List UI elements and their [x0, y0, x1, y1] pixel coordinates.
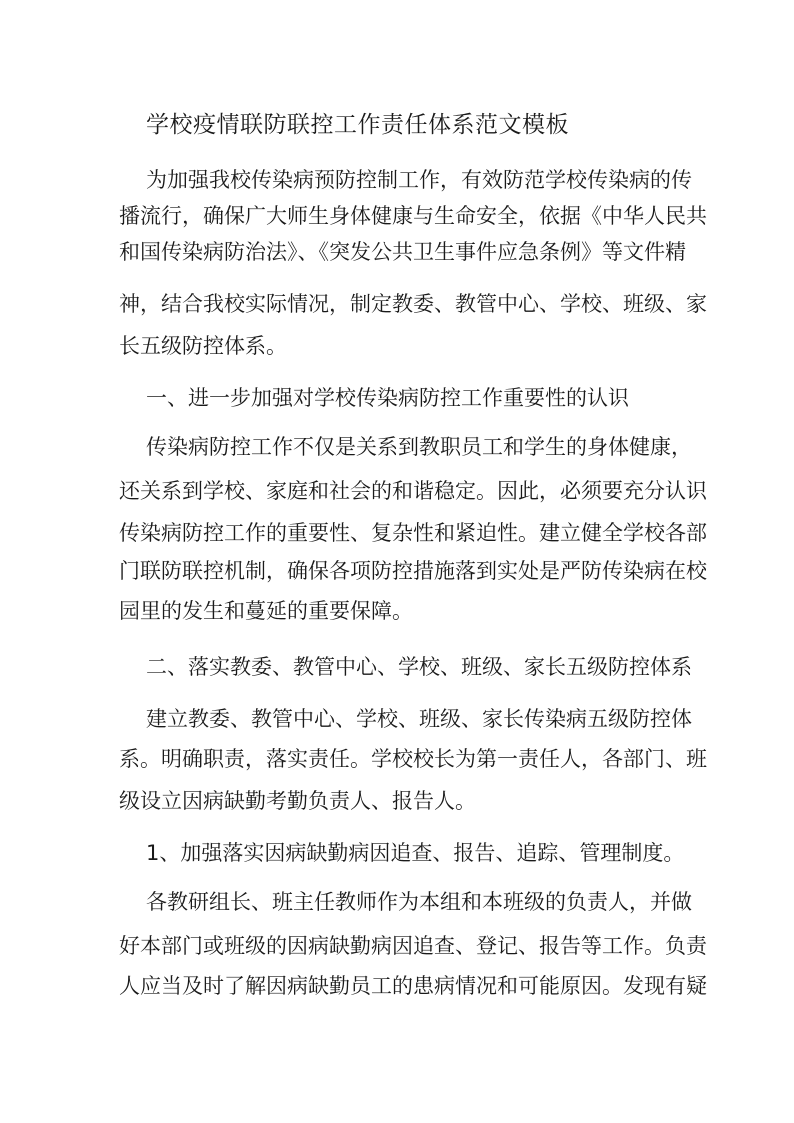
section-heading: 1、加强落实因病缺勤病因追查、报告、追踪、管理制度。 — [146, 841, 685, 865]
paragraph-line: 神，结合我校实际情况，制定教委、教管中心、学校、班级、家 — [119, 292, 707, 316]
paragraph-line: 门联防联控机制，确保各项防控措施落到实处是严防传染病在校 — [119, 559, 707, 583]
paragraph-line: 传染病防控工作的重要性、复杂性和紧迫性。建立健全学校各部 — [119, 521, 707, 545]
paragraph-line: 系。明确职责，落实责任。学校校长为第一责任人，各部门、班 — [119, 747, 707, 771]
paragraph-line: 为加强我校传染病预防控制工作，有效防范学校传染病的传 — [146, 168, 692, 192]
paragraph-line: 各教研组长、班主任教师作为本组和本班级的负责人，并做 — [146, 890, 692, 914]
paragraph-line: 和国传染病防治法》、《突发公共卫生事件应急条例》等文件精 — [119, 240, 686, 264]
document-title: 学校疫情联防联控工作责任体系范文模板 — [146, 112, 569, 138]
paragraph-line: 人应当及时了解因病缺勤员工的患病情况和可能原因。发现有疑 — [119, 974, 707, 998]
paragraph-line: 级设立因病缺勤考勤负责人、报告人。 — [119, 789, 476, 813]
paragraph-line: 园里的发生和蔓延的重要保障。 — [119, 599, 413, 623]
paragraph-line: 建立教委、教管中心、学校、班级、家长传染病五级防控体 — [146, 707, 692, 731]
section-heading: 二、落实教委、教管中心、学校、班级、家长五级防控体系 — [146, 655, 692, 679]
paragraph-line: 传染病防控工作不仅是关系到教职员工和学生的身体健康， — [146, 435, 692, 459]
paragraph-line: 好本部门或班级的因病缺勤病因追查、登记、报告等工作。负责 — [119, 934, 707, 958]
paragraph-line: 长五级防控体系。 — [119, 334, 287, 358]
section-heading: 一、进一步加强对学校传染病防控工作重要性的认识 — [146, 386, 629, 410]
paragraph-line: 播流行，确保广大师生身体健康与生命安全，依据《中华人民共 — [119, 204, 707, 228]
paragraph-line: 还关系到学校、家庭和社会的和谐稳定。因此，必须要充分认识 — [119, 479, 707, 503]
